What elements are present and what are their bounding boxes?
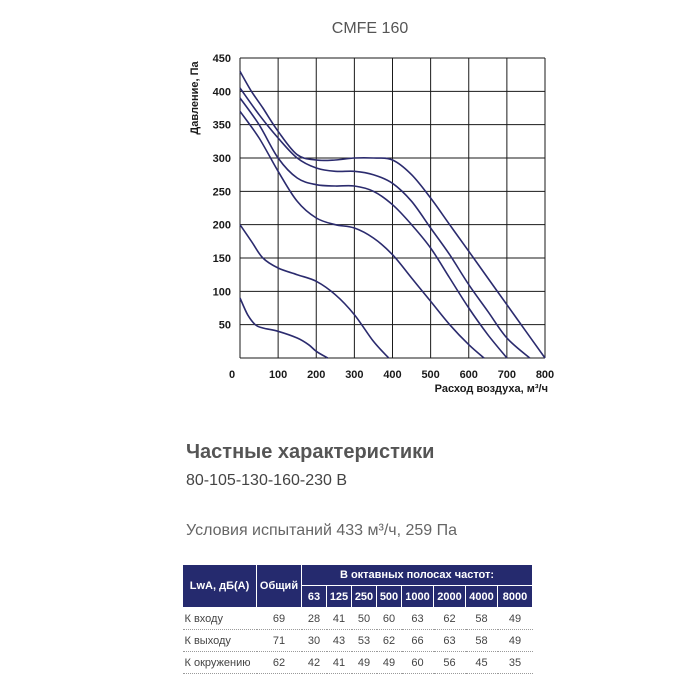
cell: 63	[434, 630, 466, 652]
x-tick-label: 700	[497, 369, 517, 381]
band-header: 125	[327, 586, 352, 608]
table-band-title: В октавных полосах частот:	[302, 565, 533, 586]
cell: 41	[327, 652, 352, 674]
cell: 35	[498, 652, 533, 674]
table-total-header: Общий	[257, 565, 302, 608]
y-tick-label: 50	[218, 319, 231, 332]
cell: 49	[352, 652, 377, 674]
cell: 66	[402, 630, 434, 652]
row-label: К выходу	[183, 630, 257, 652]
cell: 45	[466, 652, 498, 674]
cell: 43	[327, 630, 352, 652]
series-line-4	[240, 111, 484, 358]
y-axis-label: Давление, Па	[189, 61, 201, 135]
band-header: 1000	[402, 586, 434, 608]
chart-grid	[240, 58, 545, 358]
cell: 49	[377, 652, 402, 674]
y-tick-label: 200	[212, 219, 231, 232]
y-tick-label: 350	[212, 119, 231, 132]
test-conditions: Условия испытаний 433 м³/ч, 259 Па	[186, 522, 458, 539]
chart-title: CMFE 160	[331, 20, 409, 37]
x-tick-label: 300	[345, 369, 364, 381]
band-header: 4000	[466, 586, 498, 608]
cell: 56	[434, 652, 466, 674]
cell: 49	[498, 630, 533, 652]
x-tick-label: 400	[383, 369, 402, 381]
cell: 30	[302, 630, 327, 652]
band-header: 250	[352, 586, 377, 608]
y-axis-ticks	[213, 53, 231, 332]
cell: 62	[434, 608, 466, 630]
band-header: 500	[377, 586, 402, 608]
table-row	[183, 630, 533, 652]
row-total: 62	[257, 652, 302, 674]
row-total: 71	[257, 630, 302, 652]
x-tick-label: 600	[459, 369, 478, 381]
x-tick-label: 800	[535, 369, 555, 381]
y-tick-label: 300	[212, 153, 231, 165]
table-row	[183, 652, 533, 674]
y-tick-label: 250	[212, 186, 231, 199]
x-axis-label: Расход воздуха, м³/ч	[434, 383, 548, 395]
cell: 62	[377, 630, 402, 652]
cell: 41	[327, 608, 352, 630]
x-axis-ticks	[229, 369, 554, 381]
section-heading: Частные характеристики	[186, 441, 435, 463]
cell: 63	[402, 608, 434, 630]
x-tick-label: 0	[228, 369, 236, 381]
cell: 50	[352, 608, 377, 630]
cell: 60	[402, 652, 434, 674]
band-header: 8000	[498, 586, 533, 608]
voltage-list: 80-105-130-160-230 В	[186, 472, 348, 489]
band-header: 63	[302, 586, 327, 608]
x-tick-label: 100	[268, 369, 288, 381]
cell: 53	[352, 630, 377, 652]
row-label: К входу	[183, 608, 257, 630]
table-row	[183, 608, 533, 630]
y-tick-label: 150	[212, 253, 231, 265]
y-tick-label: 100	[212, 286, 231, 299]
y-tick-label: 450	[212, 53, 231, 65]
x-tick-label: 200	[307, 369, 326, 381]
cell: 60	[377, 608, 402, 630]
band-header: 2000	[434, 586, 466, 608]
series-line-3	[240, 98, 507, 358]
series-line-2	[240, 88, 530, 358]
row-total: 69	[257, 608, 302, 630]
y-tick-label: 400	[212, 86, 231, 99]
cell: 42	[302, 652, 327, 674]
cell: 58	[466, 630, 498, 652]
x-tick-label: 500	[421, 369, 440, 381]
row-label: К окружению	[183, 652, 257, 674]
noise-table	[182, 564, 533, 674]
table-corner-header: LwA, дБ(A)	[183, 565, 257, 608]
cell: 49	[498, 608, 533, 630]
cell: 58	[466, 608, 498, 630]
series-line-6	[240, 298, 328, 358]
cell: 28	[302, 608, 327, 630]
